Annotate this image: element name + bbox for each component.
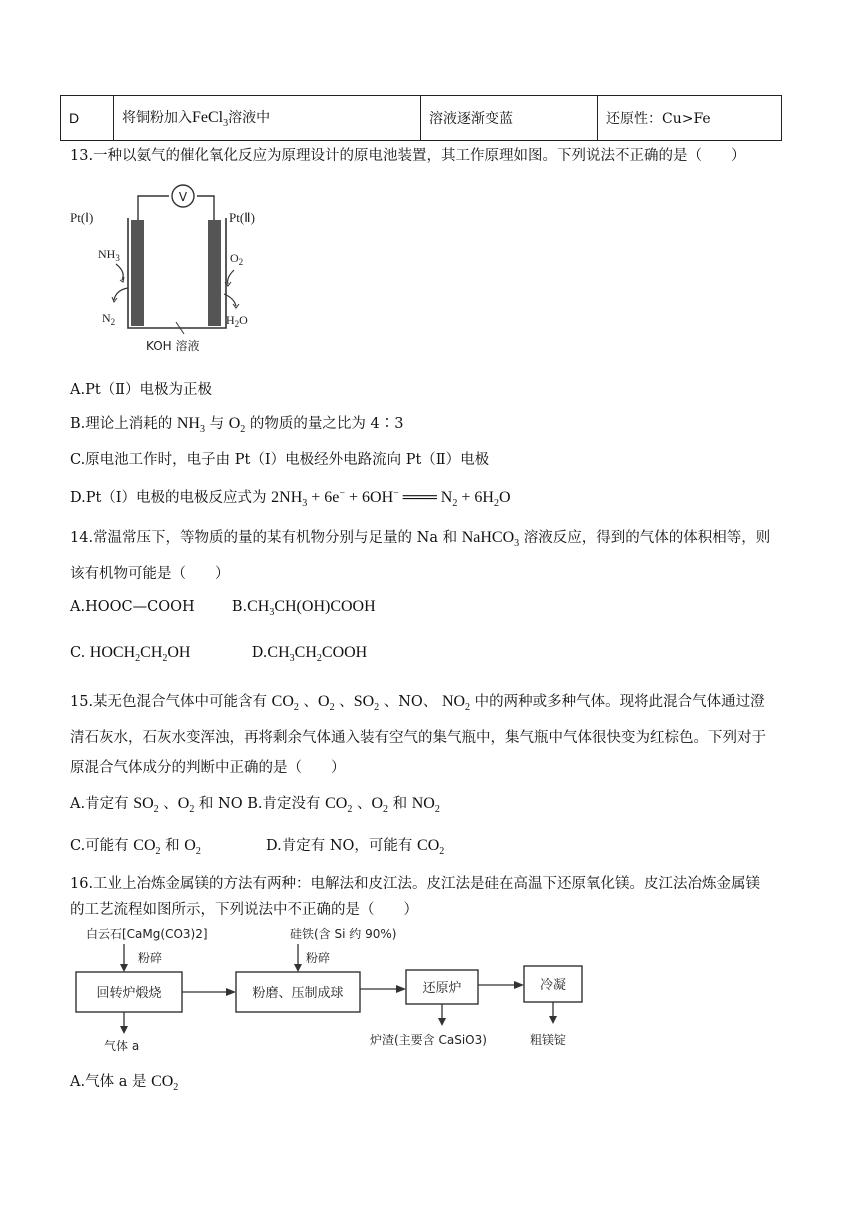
table-cell-phenomenon: 溶液逐渐变蓝	[421, 96, 598, 141]
table-cell-conclusion: 还原性：Cu>Fe	[598, 96, 782, 141]
previous-question-table	[60, 95, 782, 141]
flow-step1: 回转炉煅烧	[96, 986, 162, 1001]
q13-option-a: A.Pt（Ⅱ）电极为正极	[70, 382, 213, 398]
q13-stem: 13.一种以氨气的催化氧化反应为原理设计的原电池装置，其工作原理如图。下列说法不正确的是（ ）	[70, 148, 746, 164]
flow-input1: 白云石[CaMg(CO3)2]	[86, 927, 208, 941]
flow-input2-action: 粉碎	[306, 951, 331, 965]
svg-text:O2: $O_2$	[230, 251, 244, 267]
table-cell-operation: 将铜粉加入FeCl$_3$溶液中	[114, 96, 421, 141]
q13-cell-diagram	[66, 176, 290, 356]
q13-option-b: B.理论上消耗的 $NH_3$ 与 $O_2$ 的物质的量之比为 4∶3	[70, 415, 404, 436]
svg-text:H2O: $H_2O$	[226, 313, 248, 329]
q16-stem-line2: 的工艺流程如图所示，下列说法中不正确的是（ ）	[70, 902, 418, 918]
table-cell-option: D	[61, 96, 114, 141]
svg-text:N2: $N_2$	[102, 311, 116, 327]
q15-option-b: B.肯定没有 $CO_2$ 、$O_2$ 和 $NO_2$	[247, 795, 440, 816]
q15-stem-line3: 原混合气体成分的判断中正确的是（ ）	[70, 760, 346, 776]
q13-option-c: C.原电池工作时，电子由 Pt（Ⅰ）电极经外电路流向 Pt（Ⅱ）电极	[70, 452, 490, 468]
q14-option-c: C. $HOCH_2CH_2OH$	[70, 644, 191, 665]
pt-electrode-right	[208, 220, 221, 326]
flow-out1: 气体 a	[104, 1039, 140, 1053]
q14-option-a: A.HOOC—COOH	[70, 599, 195, 615]
left-electrode-label: Pt(Ⅰ)	[70, 210, 94, 225]
q15-option-d: D.肯定有 NO，可能有 $CO_2$	[266, 837, 445, 858]
q14-option-d: $D.CH_3CH_2COOH$	[251, 644, 368, 665]
q16-option-a: A.气体 a 是 $CO_2$	[70, 1073, 179, 1094]
q15-options-cd	[70, 834, 444, 857]
q15-stem-line2: 清石灰水，石灰水变浑浊，再将剩余气体通入装有空气的集气瓶中，集气瓶中气体很快变为红棕色。下列对于	[70, 730, 766, 746]
q13-option-d: D.Pt（Ⅰ）电极的电极反应式为 $2NH_3 + 6e^- + 6OH^-$ ═══ $N_2 + 6H_2O$	[70, 487, 511, 510]
q16-process-flowchart	[66, 922, 606, 1056]
q15-stem-line1: 15.某无色混合气体中可能含有 $CO_2$ 、$O_2$ 、$SO_2$ 、NO、 $NO_2$ 中的两种或多种气体。现将此混合气体通过澄	[70, 693, 765, 714]
q14-option-b: $B.CH_3CH(OH)COOH$	[231, 598, 376, 619]
flow-input1-action: 粉碎	[138, 951, 163, 965]
flow-step4: 冷凝	[539, 978, 567, 993]
svg-text:NH3: $NH_3$	[98, 247, 120, 263]
flow-step3: 还原炉	[422, 981, 462, 996]
pt-electrode-left	[131, 220, 144, 326]
flow-input2: 硅铁(含 Si 约 90%)	[290, 927, 397, 941]
q15-options-ab	[70, 792, 440, 815]
q14-stem-line1: 14.常温常压下，等物质的量的某有机物分别与足量的 Na 和 NaHCO$_3$ 溶液反应，得到的气体的体积相等，则	[70, 529, 771, 550]
flow-out3: 炉渣(主要含 CaSiO3)	[370, 1033, 487, 1047]
right-electrode-label: Pt(Ⅱ)	[229, 210, 255, 225]
solution-label: KOH 溶液	[146, 339, 200, 353]
voltmeter-label: V	[178, 190, 188, 204]
q14-options-ab	[70, 598, 376, 618]
q16-stem-line1: 16.工业上冶炼金属镁的方法有两种：电解法和皮江法。皮江法是硅在高温下还原氧化镁。皮江法冶炼金属镁	[70, 876, 761, 892]
q15-option-c: C.可能有 $CO_2$ 和 $O_2$	[70, 837, 201, 858]
flow-step2: 粉磨、压制成球	[252, 986, 344, 1001]
table-row	[61, 96, 782, 141]
q15-option-a: A.肯定有 $SO_2$ 、$O_2$ 和 NO	[70, 795, 243, 816]
q14-options-cd	[70, 644, 367, 664]
flow-out4: 粗镁锭	[530, 1033, 567, 1047]
q14-stem-line2: 该有机物可能是（ ）	[70, 566, 230, 582]
